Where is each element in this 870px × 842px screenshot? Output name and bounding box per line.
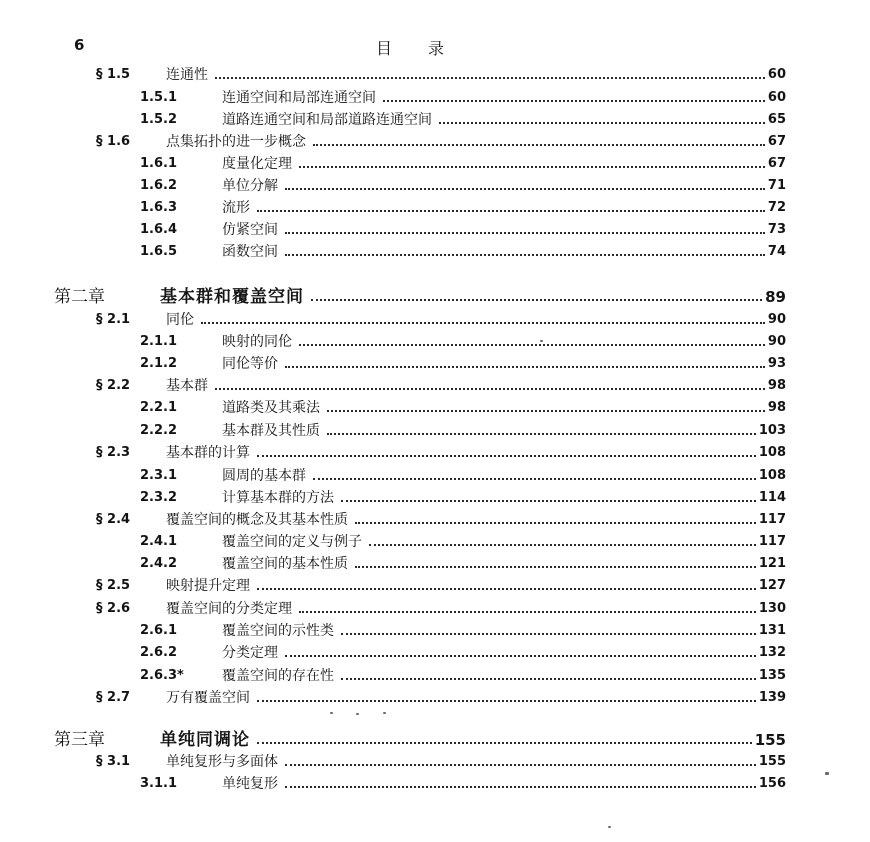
- toc-entry-title: 覆盖空间的示性类: [222, 623, 334, 639]
- toc-entry-sub: [140, 531, 786, 553]
- toc-entry-page: 155: [754, 731, 786, 749]
- dot-leader: [313, 478, 756, 480]
- toc-entry-sub: [140, 219, 786, 241]
- toc-entry-number: 第三章: [54, 730, 105, 750]
- toc-entry-number: 1.5.1: [140, 90, 178, 105]
- toc-entry-page: 103: [758, 423, 786, 438]
- toc-entry-title: 基本群和覆盖空间: [160, 287, 304, 307]
- toc-entry-title: 函数空间: [222, 244, 278, 260]
- dot-leader: [355, 522, 756, 524]
- toc-entry-sub: [140, 553, 786, 575]
- toc-entry-page: 89: [765, 288, 786, 306]
- scan-speck: [540, 340, 543, 342]
- toc-entry-title: 基本群的计算: [166, 445, 250, 461]
- toc-entry-page: 74: [767, 244, 786, 259]
- toc-entry-sub: [140, 487, 786, 509]
- toc-entry-section: [96, 509, 786, 531]
- toc-entry-sub: [140, 241, 786, 263]
- toc-entry-section: [96, 131, 786, 153]
- toc-entry-title: 度量化定理: [222, 156, 292, 172]
- toc-entry-section: [96, 64, 786, 86]
- toc-entry-section: [96, 375, 786, 397]
- toc-entry-number: § 3.1: [96, 754, 131, 769]
- toc-entry-section: [96, 309, 786, 331]
- toc-entry-title: 道路连通空间和局部道路连通空间: [222, 112, 432, 128]
- toc-entry-page: 98: [767, 400, 786, 415]
- toc-entry-number: 1.6.1: [140, 156, 178, 171]
- toc-entry-sub: [140, 642, 786, 664]
- dot-leader: [285, 188, 765, 190]
- dot-leader: [257, 700, 756, 702]
- toc-entry-page: 108: [758, 468, 786, 483]
- toc-entry-number: 2.4.2: [140, 556, 178, 571]
- toc-entry-number: § 2.5: [96, 578, 131, 593]
- toc-entry-page: 114: [758, 490, 786, 505]
- toc-entry-page: 90: [767, 334, 786, 349]
- toc-entry-page: 67: [767, 134, 786, 149]
- toc-entry-title: 覆盖空间的存在性: [222, 668, 334, 684]
- toc-entry-sub: [140, 397, 786, 419]
- toc-entry-number: 1.6.3: [140, 200, 178, 215]
- toc-entry-title: 计算基本群的方法: [222, 490, 334, 506]
- toc-entry-title: 万有覆盖空间: [166, 690, 250, 706]
- dot-leader: [285, 232, 765, 234]
- toc-entry-title: 覆盖空间的概念及其基本性质: [166, 512, 348, 528]
- toc-entry-page: 60: [767, 90, 786, 105]
- toc-entry-title: 单纯复形与多面体: [166, 754, 278, 770]
- dot-leader: [341, 633, 756, 635]
- dot-leader: [299, 166, 765, 168]
- toc-entry-chapter: [54, 729, 786, 751]
- toc-entry-page: 131: [758, 623, 786, 638]
- toc-entry-title: 单纯同调论: [160, 730, 250, 750]
- toc-entry-title: 基本群: [166, 378, 208, 394]
- scan-speck: [383, 712, 386, 714]
- dot-leader: [201, 322, 765, 324]
- dot-leader: [341, 500, 756, 502]
- dot-leader: [285, 786, 756, 788]
- page-number: 6: [74, 36, 85, 54]
- scan-speck: [356, 713, 359, 715]
- toc-entry-sub: [140, 465, 786, 487]
- dot-leader: [355, 566, 756, 568]
- toc-entry-number: 1.6.2: [140, 178, 178, 193]
- toc-entry-number: 2.1.2: [140, 356, 178, 371]
- toc-entry-title: 点集拓扑的进一步概念: [166, 134, 306, 150]
- toc-entry-number: § 2.2: [96, 378, 131, 393]
- toc-entry-page: 117: [758, 534, 786, 549]
- toc-entry-number: 2.2.1: [140, 400, 178, 415]
- dot-leader: [299, 611, 756, 613]
- toc-entry-page: 67: [767, 156, 786, 171]
- toc-entry-number: § 2.3: [96, 445, 131, 460]
- toc-entry-number: 1.6.5: [140, 244, 178, 259]
- toc-entry-page: 121: [758, 556, 786, 571]
- toc-entry-page: 139: [758, 690, 786, 705]
- toc-entry-sub: [140, 87, 786, 109]
- toc-entry-sub: [140, 175, 786, 197]
- toc-entry-sub: [140, 331, 786, 353]
- toc-entry-number: 2.4.1: [140, 534, 178, 549]
- toc-entry-number: 2.3.2: [140, 490, 178, 505]
- toc-entry-title: 圆周的基本群: [222, 468, 306, 484]
- toc-entry-title: 同伦等价: [222, 356, 278, 372]
- toc-entry-title: 道路类及其乘法: [222, 400, 320, 416]
- toc-entry-sub: [140, 420, 786, 442]
- toc-entry-section: [96, 751, 786, 773]
- toc-entry-page: 71: [767, 178, 786, 193]
- toc-entry-sub: [140, 353, 786, 375]
- toc-entry-page: 72: [767, 200, 786, 215]
- toc-entry-number: 2.3.1: [140, 468, 178, 483]
- toc-entry-sub: [140, 109, 786, 131]
- toc-entry-number: § 2.1: [96, 312, 131, 327]
- toc-entry-number: § 1.5: [96, 67, 131, 82]
- toc-entry-sub: [140, 773, 786, 795]
- dot-leader: [215, 388, 765, 390]
- toc-entry-number: 3.1.1: [140, 776, 178, 791]
- toc-entry-number: 2.2.2: [140, 423, 178, 438]
- dot-leader: [369, 544, 756, 546]
- toc-entry-page: 130: [758, 601, 786, 616]
- toc-entry-chapter: [54, 286, 786, 308]
- toc-entry-sub: [140, 620, 786, 642]
- toc-entry-number: 1.5.2: [140, 112, 178, 127]
- toc-entry-page: 127: [758, 578, 786, 593]
- dot-leader: [285, 764, 756, 766]
- toc-entry-title: 仿紧空间: [222, 222, 278, 238]
- toc-entry-number: 2.6.1: [140, 623, 178, 638]
- toc-entry-page: 90: [767, 312, 786, 327]
- toc-entry-section: [96, 442, 786, 464]
- toc-entry-title: 连通性: [166, 67, 208, 83]
- scan-speck: [825, 772, 829, 775]
- toc-entry-number: 第二章: [54, 287, 105, 307]
- toc-entry-title: 覆盖空间的基本性质: [222, 556, 348, 572]
- toc-entry-title: 映射的同伦: [222, 334, 292, 350]
- toc-entry-page: 93: [767, 356, 786, 371]
- toc-entry-number: 1.6.4: [140, 222, 178, 237]
- dot-leader: [311, 299, 762, 301]
- toc-entry-title: 单纯复形: [222, 776, 278, 792]
- toc-entry-title: 分类定理: [222, 645, 278, 661]
- toc-entry-section: [96, 687, 786, 709]
- scan-speck: [608, 826, 611, 828]
- toc-entry-title: 覆盖空间的分类定理: [166, 601, 292, 617]
- dot-leader: [215, 77, 765, 79]
- toc-entry-page: 132: [758, 645, 786, 660]
- running-head: 目录: [376, 39, 481, 58]
- dot-leader: [439, 122, 765, 124]
- toc-entry-number: 2.1.1: [140, 334, 178, 349]
- toc-entry-page: 98: [767, 378, 786, 393]
- toc-entry-page: 60: [767, 67, 786, 82]
- toc-entry-title: 同伦: [166, 312, 194, 328]
- toc-entry-number: § 2.4: [96, 512, 131, 527]
- dot-leader: [299, 344, 765, 346]
- toc-entry-page: 135: [758, 668, 786, 683]
- toc-entry-title: 单位分解: [222, 178, 278, 194]
- toc-entry-page: 155: [758, 754, 786, 769]
- toc-entry-number: § 1.6: [96, 134, 131, 149]
- toc-entry-section: [96, 598, 786, 620]
- toc-entry-title: 连通空间和局部连通空间: [222, 90, 376, 106]
- toc-entry-page: 65: [767, 112, 786, 127]
- toc-entry-number: 2.6.3*: [140, 668, 184, 683]
- toc-entry-title: 映射提升定理: [166, 578, 250, 594]
- dot-leader: [383, 100, 765, 102]
- scan-speck: [330, 712, 333, 714]
- dot-leader: [257, 210, 765, 212]
- toc-entry-title: 流形: [222, 200, 250, 216]
- toc-entry-page: 117: [758, 512, 786, 527]
- dot-leader: [327, 410, 765, 412]
- dot-leader: [285, 254, 765, 256]
- dot-leader: [327, 433, 756, 435]
- toc-entry-sub: [140, 153, 786, 175]
- dot-leader: [285, 655, 756, 657]
- toc-entry-sub: [140, 197, 786, 219]
- toc-entry-section: [96, 575, 786, 597]
- dot-leader: [285, 366, 765, 368]
- toc-entry-title: 覆盖空间的定义与例子: [222, 534, 362, 550]
- dot-leader: [257, 588, 756, 590]
- toc-entry-page: 108: [758, 445, 786, 460]
- dot-leader: [341, 678, 756, 680]
- toc-entry-number: § 2.7: [96, 690, 131, 705]
- toc-entry-sub: [140, 665, 786, 687]
- dot-leader: [257, 742, 752, 744]
- toc-entry-page: 156: [758, 776, 786, 791]
- toc-entry-number: 2.6.2: [140, 645, 178, 660]
- toc-entry-number: § 2.6: [96, 601, 131, 616]
- toc-entry-page: 73: [767, 222, 786, 237]
- dot-leader: [257, 455, 756, 457]
- dot-leader: [313, 144, 765, 146]
- toc-entry-title: 基本群及其性质: [222, 423, 320, 439]
